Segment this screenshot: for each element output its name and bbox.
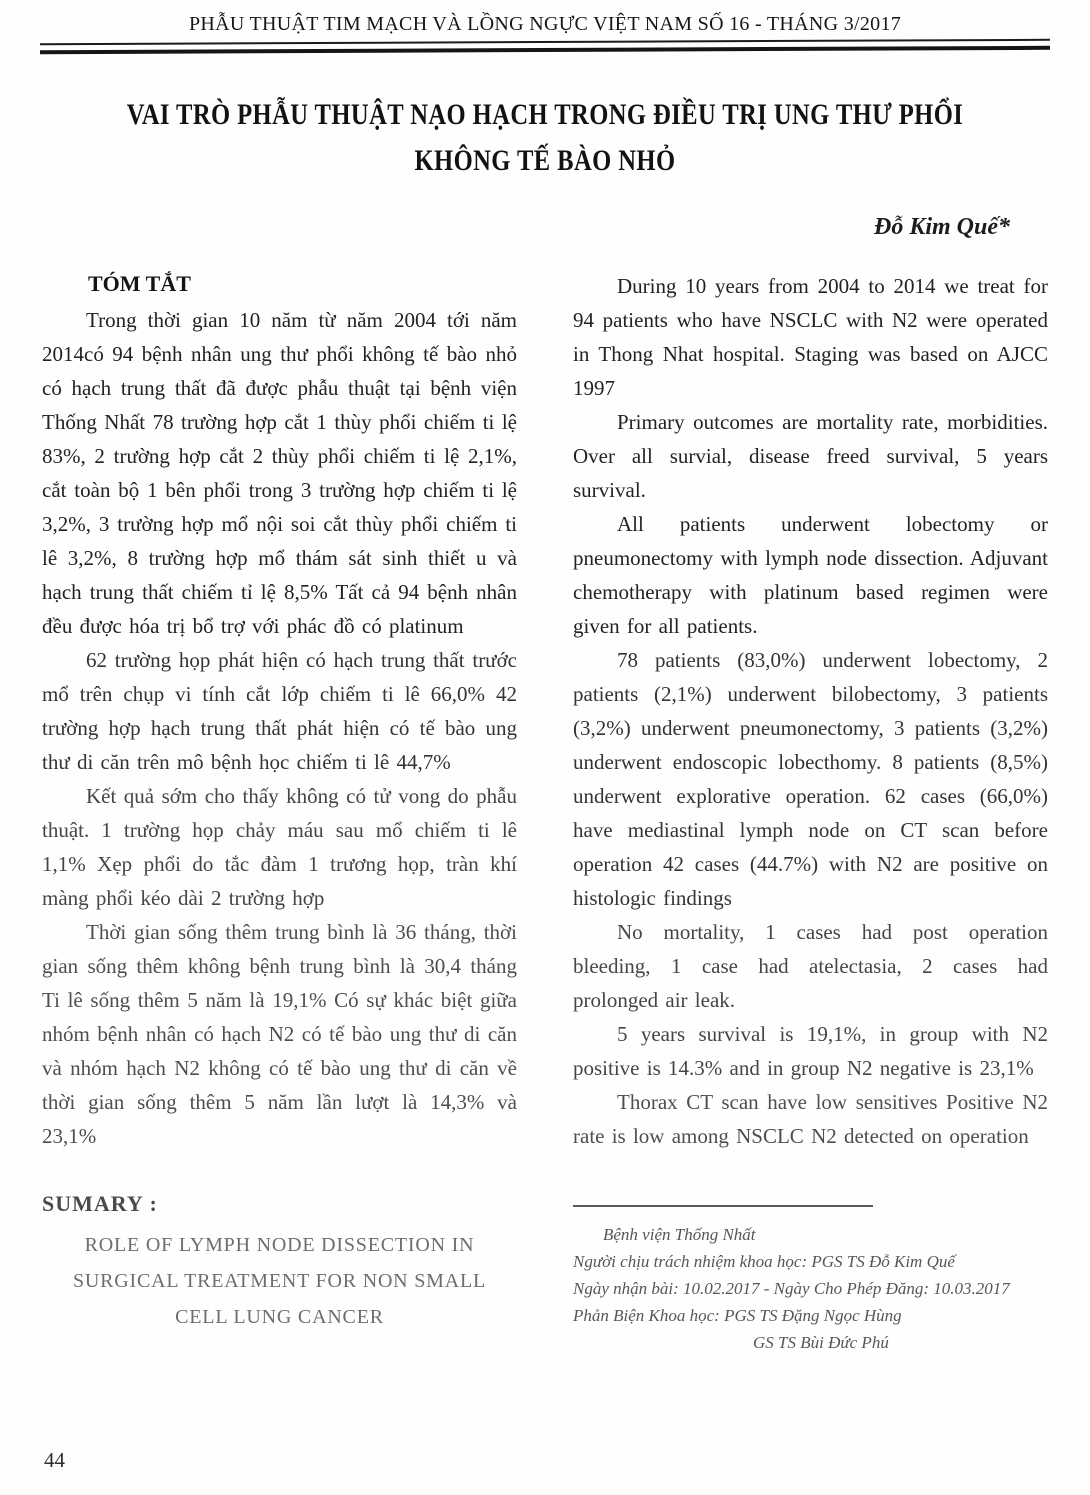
english-title [42,1227,517,1335]
header-rule-thin [40,39,1050,45]
footnote-line-responsible: Người chịu trách nhiệm khoa học: PGS TS Đỗ Kim Quế [573,1252,955,1271]
article-title-line1: VAI TRÒ PHẪU THUẬT NẠO HẠCH TRONG ĐIỀU TRỊ UNG THƯ PHỔI [126,98,964,131]
english-title-line-1: ROLE OF LYMPH NODE DISSECTION IN [84,1234,475,1256]
author-name: Đỗ Kim Quế* [873,214,1010,240]
two-column-body [0,269,1090,1356]
english-paragraph-3: All patients underwent lobectomy or pneumonectomy with lymph node dissection. Adjuvant chemotherapy with platinum based regimen were given for all patients. [573,512,1048,638]
journal-running-head: PHẪU THUẬT TIM MẠCH VÀ LỒNG NGỰC VIỆT NAM SỐ 16 - THÁNG 3/2017 [188,13,902,35]
english-paragraph-1: During 10 years from 2004 to 2014 we treat for 94 patients who have NSCLC with N2 were operated in Thong Nhat hospital. Staging was based on AJCC 1997 [573,274,1048,400]
english-paragraph-4: 78 patients (83,0%) underwent lobectomy, 2 patients (2,1%) underwent bilobectomy, 3 patients (3,2%) underwent pneumonectomy, 3 patients (3,2%) underwent endoscopic lobecthomy. 8 patients (8,5%) underwent explorative operation. 62 cases (66,0%) have mediastinal lymph node on CT scan before operation 42 cases (44.7%) with N2 are positive on histologic findings [573,648,1048,910]
header-rule-thick [40,46,1050,54]
footnote-lines [573,1221,1048,1356]
abstract-paragraph-2: 62 trường họp phát hiện có hạch trung thất trước mổ trên chụp vi tính cắt lớp chiếm ti lê 66,0% 42 trường hợp hạch trung thất phát hiện có tế bào ung thư di căn trên mô bệnh học chiếm ti lê 44,7% [42,648,517,774]
footnote-line-dates: Ngày nhận bài: 10.02.2017 - Ngày Cho Phép Đăng: 10.03.2017 [573,1279,1010,1298]
english-title-line-2: SURGICAL TREATMENT FOR NON SMALL [72,1270,487,1292]
article-title [98,92,992,184]
english-paragraph-5: No mortality, 1 cases had post operation bleeding, 1 case had atelectasia, 2 cases had prolonged air leak. [573,920,1048,1012]
abstract-paragraph-3: Kết quả sớm cho thấy không có tử vong do phẫu thuật. 1 trường họp chảy máu sau mổ chiếm ti lê 1,1% Xẹp phổi do tắc đàm 1 trương họp, tràn khí màng phổi kéo dài 2 trường hợp [42,784,517,910]
english-title-line-3: CELL LUNG CANCER [175,1306,384,1328]
footnote [573,1205,1048,1356]
summary-heading: SUMARY : [42,1191,158,1216]
header-rule [40,39,1050,54]
footnote-rule [573,1205,873,1207]
english-paragraph-2: Primary outcomes are mortality rate, morbidities. Over all survial, disease freed survival, 5 years survival. [573,410,1048,502]
right-column [573,269,1048,1356]
footnote-line-affiliation: Bệnh viện Thống Nhất [603,1225,756,1244]
abstract-heading: TÓM TẮT [88,271,191,296]
left-column [42,269,517,1356]
abstract-paragraph-1: Trong thời gian 10 năm từ năm 2004 tới năm 2014có 94 bệnh nhân ung thư phổi không tế bào nhỏ có hạch trung thất đã được phẫu thuật tại bệnh viện Thống Nhất 78 trường hợp cắt 1 thùy phổi chiếm ti lệ 83%, 2 trường hợp cắt 2 thùy phổi chiếm ti lệ 2,1%, cắt toàn bộ 1 bên phổi trong 3 trường hợp chiếm ti lệ 3,2%, 3 trường hợp mổ nội soi cắt thùy phổi chiếm ti lê 3,2%, 8 trường hợp mổ thám sát sinh thiết u và hạch trung thất chiếm tỉ lệ 8,5% Tất cả 94 bệnh nhân đều được hóa trị bổ trợ với phác đồ có platinum [42,308,517,638]
english-paragraph-6: 5 years survival is 19,1%, in group with N2 positive is 14.3% and in group N2 negative is 23,1% [573,1022,1048,1080]
abstract-paragraph-4: Thời gian sống thêm trung bình là 36 tháng, thời gian sống thêm không bệnh trung bình là 30,4 tháng Ti lê sống thêm 5 năm là 19,1% Có sự khác biệt giữa nhóm bệnh nhân có hạch N2 có tế bào ung thư di căn và nhóm hạch N2 không có tế bào ung thư di căn về thời gian sống thêm 5 năm lần lượt là 14,3% và 23,1% [42,920,517,1148]
article-title-line2: KHÔNG TẾ BÀO NHỎ [414,144,676,177]
footnote-line-reviewer-1: Phản Biện Khoa học: PGS TS Đặng Ngọc Hùng [573,1306,902,1325]
english-paragraph-7: Thorax CT scan have low sensitives Positive N2 rate is low among NSCLC N2 detected on operation [573,1090,1048,1148]
footnote-line-reviewer-2: GS TS Bùi Đức Phú [753,1333,889,1352]
page-number: 44 [44,1448,65,1472]
